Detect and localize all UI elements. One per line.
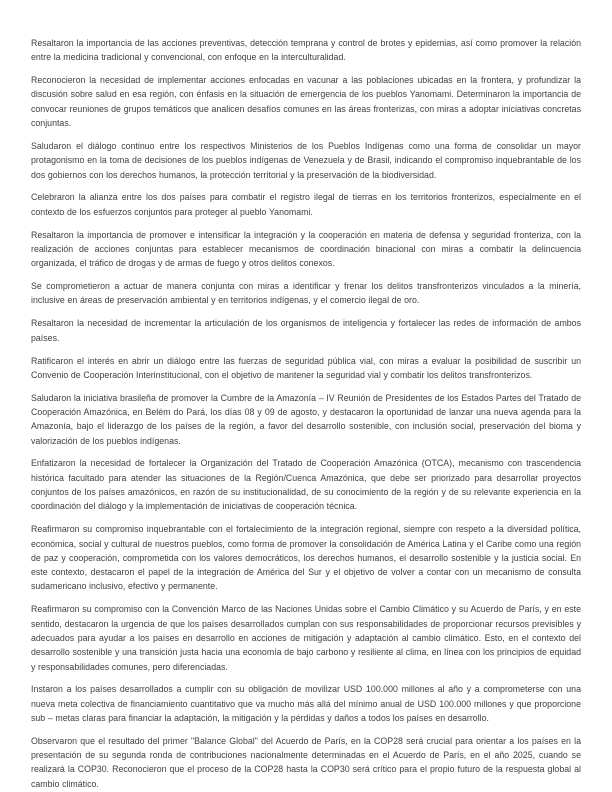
paragraph: Resaltaron la importancia de las acciones preventivas, detección temprana y control de brotes y epidemias, así como promover la relación entre la medicina tradicional y convencional, con enfoque en la interculturalidad. [31, 38, 581, 63]
paragraph: Ratificaron el interés en abrir un diálogo entre las fuerzas de seguridad pública vial, con miras a evaluar la posibilidad de suscribir un Convenio de Cooperación Interinstitucional, con el objetivo de mantener la seguridad vial y combatir los delitos transfronterizos. [31, 355, 581, 380]
paragraph: Se comprometieron a actuar de manera conjunta con miras a identificar y frenar los delitos transfronterizos vinculados a la minería, inclusive en áreas de preservación ambiental y en territorios indígenas, y el comercio ilegal de oro. [31, 281, 581, 306]
paragraph: Observaron que el resultado del primer "Balance Global" del Acuerdo de París, en la COP28 será crucial para orientar a los países en la presentación de su segunda ronda de contribuciones nacionalmente determinadas en el Acuerdo de París, en el año 2025, cuando se realizará la COP30. Reconocieron que el proceso de la COP28 hasta la COP30 será crítico para el propio futuro de la respuesta global al cambio climático. [31, 735, 581, 789]
paragraph: Saludaron el diálogo continuo entre los respectivos Ministerios de los Pueblos Indígenas como una forma de consolidar un mayor protagonismo en la toma de decisiones de los pueblos indígenas de Venezuela y de Brasil, indicando el compromiso inquebrantable de los dos gobiernos con los derechos humanos, la protección territorial y la preservación de la biodiversidad. [31, 140, 581, 180]
paragraph: Reafirmaron su compromiso inquebrantable con el fortalecimiento de la integración regional, siempre con respeto a la diversidad política, económica, social y cultural de nuestros pueblos, como forma de promover la consolidación de América Latina y el Caribe como una región de paz y cooperación, comprometida con los valores democráticos, los derechos humanos, el desarrollo sostenible y la justicia social. En este contexto, destacaron el papel de la integración de América del Sur y el objetivo de volver a contar con un mecanismo de consulta sudamericano inclusivo, efectivo y permanente. [31, 524, 581, 592]
paragraph: Celebraron la alianza entre los dos países para combatir el registro ilegal de tierras en los territorios fronterizos, especialmente en el contexto de los esfuerzos conjuntos para proteger al pueblo Yanomami. [31, 192, 581, 217]
paragraph: Resaltaron la importancia de promover e intensificar la integración y la cooperación en materia de defensa y seguridad fronteriza, con la realización de acciones conjuntas para establecer mecanismos de coordinación binacional con miras a combatir la delincuencia organizada, el tráfico de drogas y de armas de fuego y otros delitos conexos. [31, 229, 581, 269]
paragraph: Reafirmaron su compromiso con la Convención Marco de las Naciones Unidas sobre el Cambio Climático y su Acuerdo de París, y en este sentido, destacaron la urgencia de que los países desarrollados cumplan con sus responsabilidades de proporcionar recursos previsibles y adecuados para ayudar a los países en desarrollo en acciones de mitigación y adaptación al cambio climático. Esto, en el contexto del desarrollo sostenible y una transición justa hacia una economía de bajo carbono y resiliente al clima, en línea con los principios de equidad y responsabilidades comunes, pero diferenciadas. [31, 604, 581, 672]
paragraph-list [31, 36, 581, 791]
paragraph: Instaron a los países desarrollados a cumplir con su obligación de movilizar USD 100.000 millones al año y a comprometerse con una nueva meta colectiva de financiamiento cuantitativo que va mucho más allá del mínimo anual de USD 100.000 millones y que proporcione sub – metas claras para financiar la adaptación, la mitigación y la pérdidas y daños a todos los países en desarrollo. [31, 684, 581, 723]
paragraph: Resaltaron la necesidad de incrementar la articulación de los organismos de inteligencia y fortalecer las redes de información de ambos países. [31, 318, 581, 343]
paragraph: Reconocieron la necesidad de implementar acciones enfocadas en vacunar a las poblaciones ubicadas en la frontera, y profundizar la discusión sobre salud en esa región, con énfasis en la situación de emergencia de los pueblos Yanomami. Determinaron la importancia de convocar reuniones de grupos temáticos que analicen desafíos comunes en las áreas fronterizas, con miras a adoptar iniciativas concretas conjuntas. [31, 75, 581, 129]
paragraph: Saludaron la iniciativa brasileña de promover la Cumbre de la Amazonía – IV Reunión de Presidentes de los Estados Partes del Tratado de Cooperación Amazónica, en Belém do Pará, los días 08 y 09 de agosto, y destacaron la oportunidad de lanzar una nueva agenda para la Amazonía, bajo el liderazgo de los países de la región, a favor del desarrollo sostenible, con inclusión social, preservación del bioma y valorización de los pueblos indígenas. [31, 392, 581, 446]
paragraph: Enfatizaron la necesidad de fortalecer la Organización del Tratado de Cooperación Amazónica (OTCA), mecanismo con trascendencia histórica facultado para atender las situaciones de la Región/Cuenca Amazónica, que debe ser priorizado para desarrollar proyectos conjuntos de los países amazónicos, en razón de su institucionalidad, de su conocimiento de la región y de su relevante experiencia en la coordinación del diálogo y la implementación de iniciativas de cooperación técnica. [31, 458, 581, 512]
